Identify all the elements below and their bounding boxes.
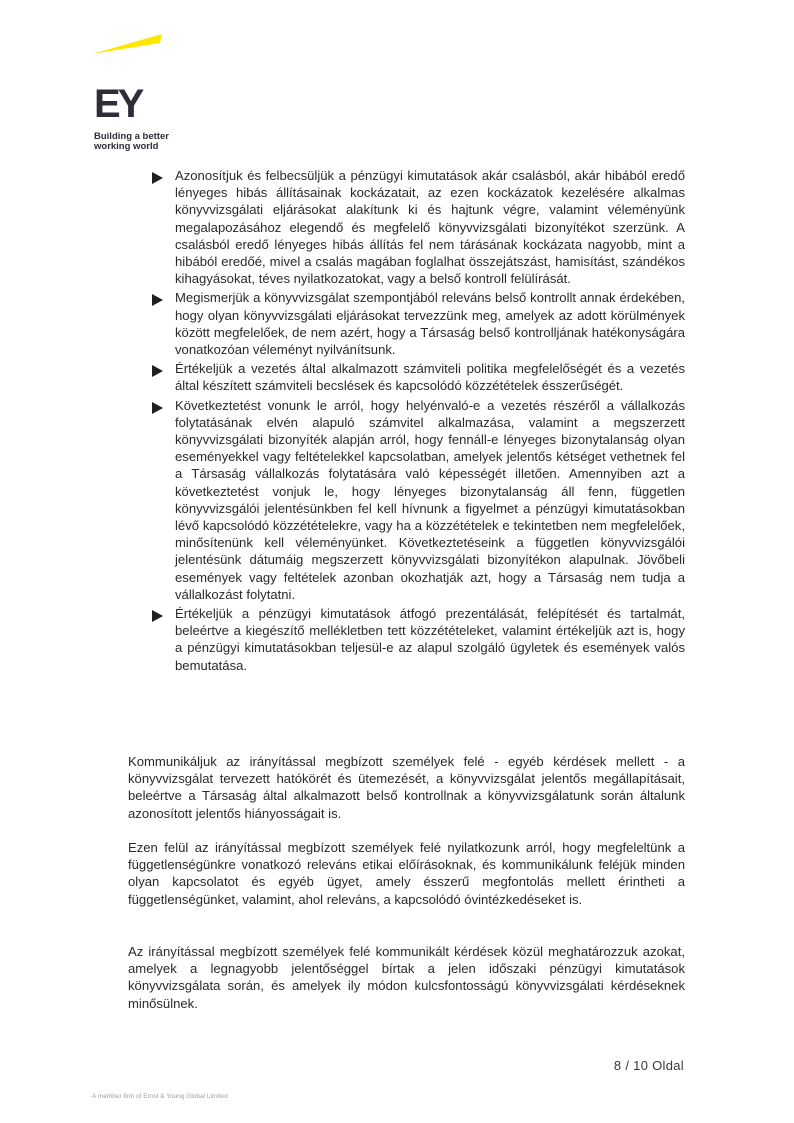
bullet-item: [152, 360, 685, 394]
body-paragraph: Ezen felül az irányítással megbízott személyek felé nyilatkozunk arról, hogy megfeleltünk a függetlenségünkre vonatkozó releváns etikai előírásoknak, és kommunikálunk feléjük minden olyan kapcsolatot és egyéb ügyet, amely ésszerű megfontolás mellett érintheti a függetlenségünket, valamint, ahol releváns, a kapcsolódó óvintézkedéseket is.: [128, 840, 685, 907]
body-paragraph: Az irányítással megbízott személyek felé kommunikált kérdések közül meghatározzuk azokat, amelyek a legnagyobb jelentőséggel bírtak a jelen időszaki pénzügyi kimutatások könyvvizsgálata során, és amelyek ily módon kulcsfontosságú könyvvizsgálati kérdéseknek minősülnek.: [128, 944, 685, 1011]
triangle-bullet-icon: [152, 365, 163, 377]
bullet-text: Megismerjük a könyvvizsgálat szempontjából releváns belső kontrollt annak érdekében, hogy olyan könyvvizsgálati eljárásokat tervezzünk meg, amelyek az adott körülmények között megfelelőek, de nem azért, hogy a Társaság belső kontrolljának hatékonyságára vonatkozóan véleményt nyilvánítsunk.: [175, 290, 685, 358]
bullet-item: [152, 397, 685, 603]
ey-logo-beam-icon: [92, 30, 172, 90]
ey-tagline-line2: working world: [94, 141, 159, 152]
triangle-bullet-icon: [152, 402, 163, 414]
ey-logo-tagline: [94, 132, 194, 152]
bullet-text: Azonosítjuk és felbecsüljük a pénzügyi kimutatások akár csalásból, akár hibából eredő lényeges hibás állításainak kockázatait, az ezen kockázatok kezelésére alkalmas könyvvizsgálati eljárásokat alakítunk ki és hajtunk végre, valamint véleményünk megalapozásához elegendő és megfelelő könyvvizsgálati bizonyítékot szerzünk. A csalásból eredő lényeges hibás állítás fel nem tárásának kockázata nagyobb, mint a hibából eredőé, mivel a csalás magában foglalhat összejátszást, hamisítást, szándékos kihagyásokat, téves nyilatkozatokat, vagy a belső kontroll felülírását.: [175, 168, 685, 287]
ey-logo: [92, 30, 202, 152]
triangle-bullet-icon: [152, 610, 163, 622]
bullet-item: [152, 605, 685, 674]
bullet-text: Értékeljük a vezetés által alkalmazott számviteli politika megfelelőségét és a vezetés által készített számviteli becslések és kapcsolódó közzétételek ésszerűségét.: [175, 361, 685, 394]
bullet-item: [152, 167, 685, 287]
body-paragraph: Kommunikáljuk az irányítással megbízott személyek felé - egyéb kérdések mellett - a könyvvizsgálat tervezett hatókörét és ütemezését, a könyvvizsgálat jelentős megállapításait, beleértve a Társaság által alkalmazott belső kontrollnak a könyvvizsgálatunk során általunk azonosított jelentős hiányosságait is.: [128, 754, 685, 821]
bullet-text: Következtetést vonunk le arról, hogy helyénvaló-e a vezetés részéről a vállalkozás folytatásának elvén alapuló számvitel alkalmazása, valamint a megszerzett könyvvizsgálati bizonyíték alapján arról, hogy fennáll-e lényeges bizonytalanság olyan eseményekkel vagy feltételekkel kapcsolatban, amelyek jelentős kétséget vethetnek fel a Társaság vállalkozás folytatására való képességét illetően. Amennyiben azt a következtetést vonjuk le, hogy lényeges bizonytalanság áll fenn, független könyvvizsgálói jelentésünkben fel kell hívnunk a figyelmet a pénzügyi kimutatásokban lévő kapcsolódó közzétételekre, vagy ha a közzétételek e tekintetben nem megfelelőek, minősítenünk kell véleményünket. Következtetéseink a független könyvvizsgálói jelentésünk dátumáig megszerzett könyvvizsgálati bizonyítékon alapulnak. Jövőbeli események vagy feltételek azonban okozhatják azt, hogy a Társaság nem tudja a vállalkozást folytatni.: [175, 397, 685, 602]
triangle-bullet-icon: [152, 172, 163, 184]
bullet-item: [152, 289, 685, 358]
page-number: 8 / 10 Oldal: [613, 1058, 684, 1073]
triangle-bullet-icon: [152, 294, 163, 306]
ey-tagline-line1: Building a better: [94, 131, 169, 142]
footer-note: A member firm of Ernst & Young Global Limited: [92, 1093, 228, 1100]
bullet-text: Értékeljük a pénzügyi kimutatások átfogó prezentálását, felépítését és tartalmát, beleértve a kiegészítő mellékletben tett közzétételeket, valamint értékeljük azt is, hogy a pénzügyi kimutatásokban teljesül-e az alapul szolgáló ügyletek és események valós bemutatása.: [175, 606, 685, 673]
ey-logo-text: EY: [94, 82, 142, 126]
procedure-bullet-list: [152, 167, 685, 676]
